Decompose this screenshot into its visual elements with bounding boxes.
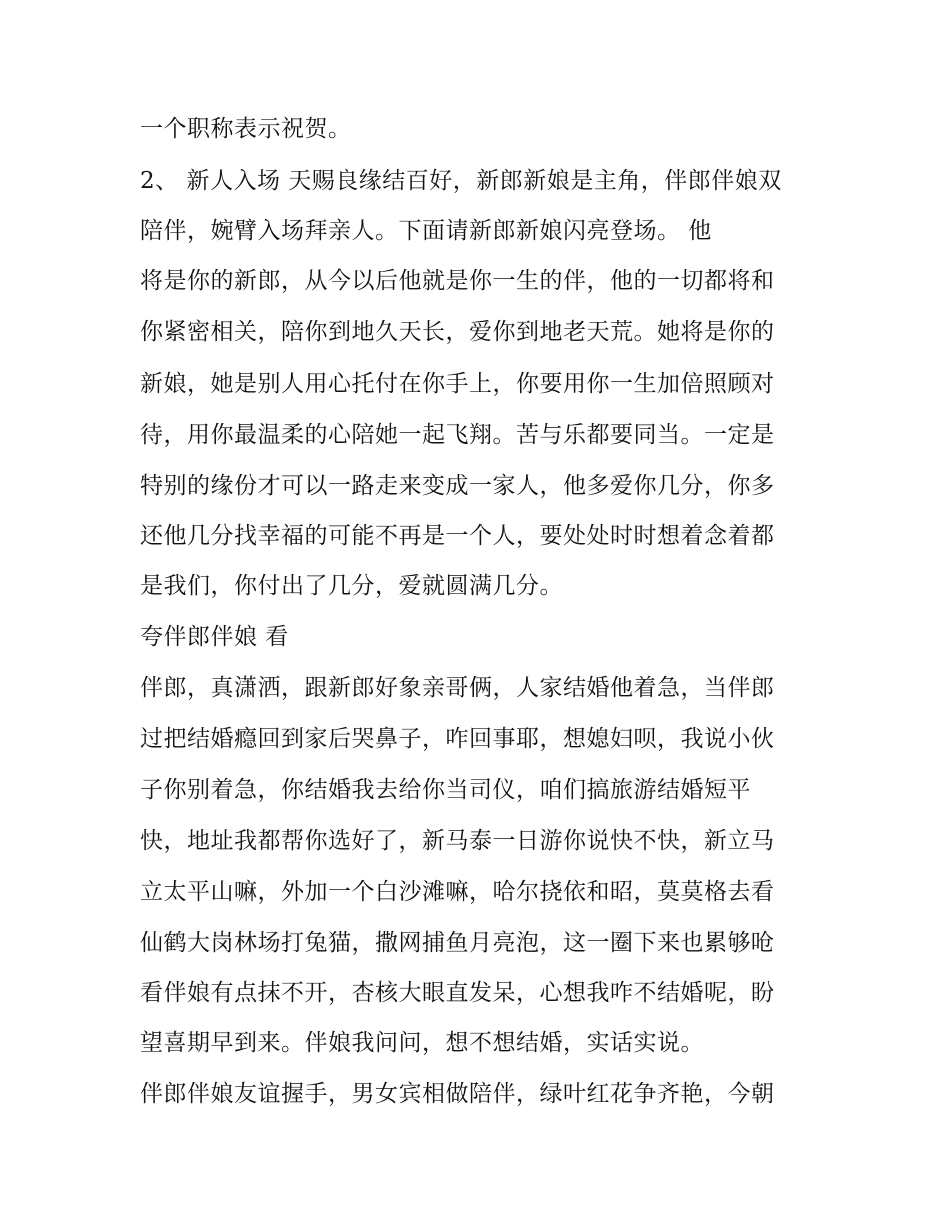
text-line: 伴郎伴娘友谊握手，男女宾相做陪伴，绿叶红花争齐艳，今朝	[140, 1081, 775, 1107]
text-line: 仙鹤大岗林场打兔猫，撒网捕鱼月亮泡，这一圈下来也累够呛	[140, 930, 775, 956]
text-line: 陪伴，婉臂入场拜亲人。下面请新郎新娘闪亮登场。 他	[140, 218, 712, 244]
text-line: 新娘，她是别人用心托付在你手上，你要用你一生加倍照顾对	[140, 371, 775, 397]
text-line: 望喜期早到来。伴娘我问问，想不想结婚，实话实说。	[140, 1030, 704, 1056]
text-line: 看伴娘有点抹不开，杏核大眼直发呆，心想我咋不结婚呢，盼	[140, 980, 775, 1006]
text-line: 过把结婚瘾回到家后哭鼻子，咋回事耶，想媳妇呗，我说小伙	[140, 726, 775, 752]
text-line: 是我们，你付出了几分，爱就圆满几分。	[140, 573, 563, 599]
text-line: 待，用你最温柔的心陪她一起飞翔。苦与乐都要同当。一定是	[140, 422, 775, 448]
text-line: 还他几分找幸福的可能不再是一个人，要处处时时想着念着都	[140, 523, 775, 549]
text-line: 立太平山嘛，外加一个白沙滩嘛，哈尔挠依和昭，莫莫格去看	[140, 879, 775, 905]
text-line: 快，地址我都帮你选好了，新马泰一日游你说快不快，新立马	[140, 828, 775, 854]
text-line: 夸伴郎伴娘 看	[140, 624, 289, 650]
text-line: 子你别着急，你结婚我去给你当司仪，咱们搞旅游结婚短平	[140, 777, 751, 803]
text-line: 一个职称表示祝贺。	[140, 116, 352, 142]
text-line: 特别的缘份才可以一路走来变成一家人，他多爱你几分，你多	[140, 473, 775, 499]
text-line: 2、 新人入场 天赐良缘结百好，新郎新娘是主角，伴郎伴娘双	[140, 168, 782, 194]
text-line: 你紧密相关，陪你到地久天长，爱你到地老天荒。她将是你的	[140, 319, 775, 345]
text-line: 伴郎，真潇洒，跟新郎好象亲哥俩，人家结婚他着急，当伴郎	[140, 675, 775, 701]
text-line: 将是你的新郎，从今以后他就是你一生的伴，他的一切都将和	[140, 268, 775, 294]
